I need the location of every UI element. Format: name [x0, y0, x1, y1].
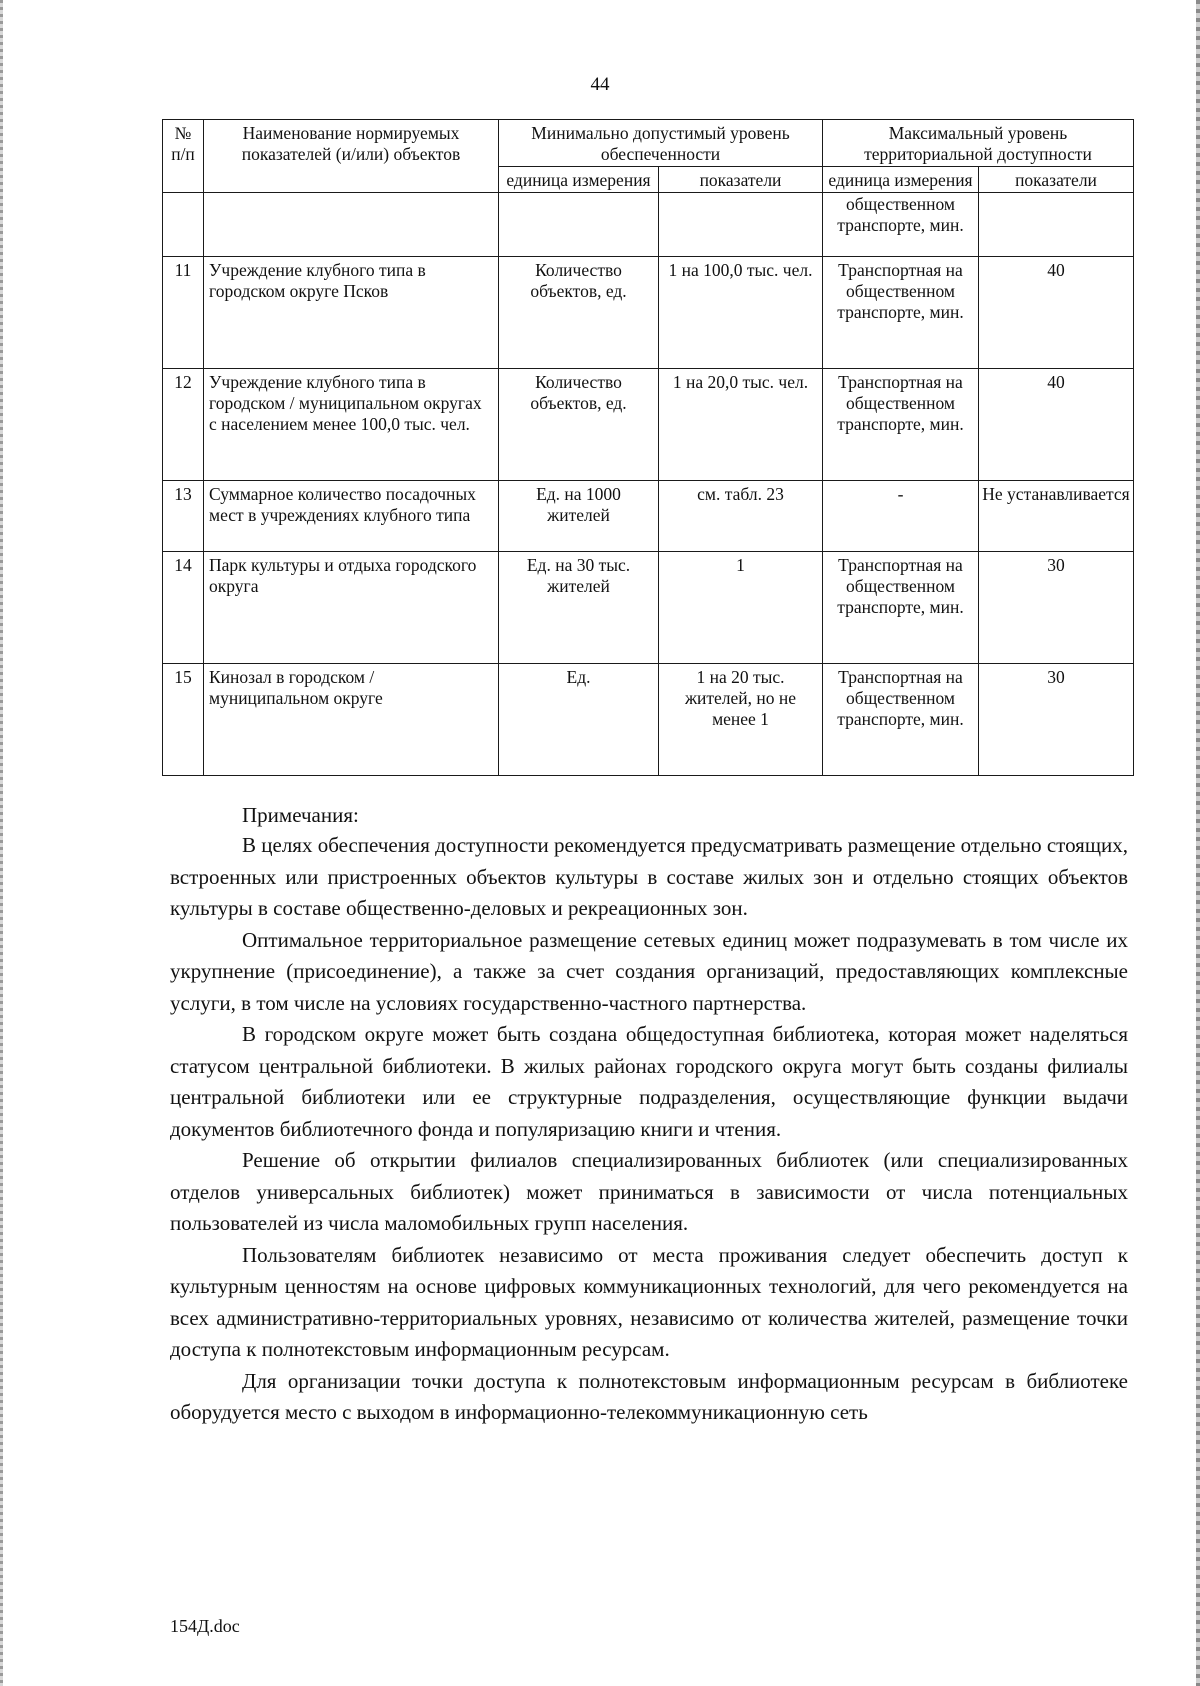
cell-max-unit: Транспортная на общественном транспорте, мин.	[823, 369, 979, 481]
norms-table	[162, 119, 1134, 776]
notes-paragraph: Оптимальное территориальное размещение сетевых единиц может подразумевать в том числе их укрупнение (присоединение), а также за счет создания организаций, предоставляющих комплексные услуги, в том числе на условиях государственно-частного партнерства.	[170, 927, 1128, 1015]
cell-num: 14	[163, 552, 204, 664]
cell-min-unit: Количество объектов, ед.	[499, 369, 659, 481]
cell-min-value: см. табл. 23	[659, 481, 823, 552]
table-row	[163, 369, 1134, 481]
header-min-group: Минимально допустимый уровень обеспеченности	[499, 120, 823, 167]
cell-max-unit: Транспортная на общественном транспорте, мин.	[823, 664, 979, 776]
notes-title: Примечания:	[242, 803, 359, 827]
cell-max-value: 30	[979, 552, 1134, 664]
cell-max-unit: -	[823, 481, 979, 552]
scan-edge-right	[1196, 0, 1200, 1686]
header-min-indicators: показатели	[659, 167, 823, 193]
table-row	[163, 664, 1134, 776]
cell-min-unit: Ед. на 30 тыс. жителей	[499, 552, 659, 664]
cell-min-value: 1	[659, 552, 823, 664]
notes-paragraph: Для организации точки доступа к полнотекстовым информационным ресурсам в библиотеке оборудуется место с выходом в информационно-телекоммуникационную сеть	[170, 1368, 1128, 1424]
cell-min-unit: Количество объектов, ед.	[499, 257, 659, 369]
cell-num: 11	[163, 257, 204, 369]
cell-name: Парк культуры и отдыха городского округа	[204, 552, 499, 664]
table-row	[163, 481, 1134, 552]
notes-paragraph: Пользователям библиотек независимо от места проживания следует обеспечить доступ к культурным ценностям на основе цифровых коммуникационных технологий, для чего рекомендуется на всех административно-территориальных уровнях, независимо от количества жителей, размещение точки доступа к полнотекстовым информационным ресурсам.	[170, 1242, 1128, 1361]
cell-num: 12	[163, 369, 204, 481]
cell-max-unit: общественном транспорте, мин.	[823, 193, 979, 257]
cell-max-value: Не устанавливается	[979, 481, 1134, 552]
table-row	[163, 257, 1134, 369]
cell-max-value: 40	[979, 257, 1134, 369]
cell-min-unit: Ед.	[499, 664, 659, 776]
header-num: № п/п	[163, 120, 204, 193]
cell-name: Учреждение клубного типа в городском округе Псков	[204, 257, 499, 369]
header-max-unit: единица измерения	[823, 167, 979, 193]
table-row	[163, 552, 1134, 664]
cell-name: Суммарное количество посадочных мест в учреждениях клубного типа	[204, 481, 499, 552]
cell-min-value	[659, 193, 823, 257]
notes-paragraph: В городском округе может быть создана общедоступная библиотека, которая может наделяться статусом центральной библиотеки. В жилых районах городского округа могут быть созданы филиалы центральной библиотеки или ее структурные подразделения, осуществляющие функции выдачи документов библиотечного фонда и популяризацию книги и чтения.	[170, 1022, 1128, 1141]
cell-min-unit: Ед. на 1000 жителей	[499, 481, 659, 552]
cell-min-unit	[499, 193, 659, 257]
table-row-continuation	[163, 193, 1134, 257]
header-name: Наименование нормируемых показателей (и/или) объектов	[204, 120, 499, 193]
cell-name: Кинозал в городском / муниципальном округе	[204, 664, 499, 776]
page-number: 44	[590, 74, 610, 95]
cell-num: 15	[163, 664, 204, 776]
cell-num	[163, 193, 204, 257]
notes-paragraph: В целях обеспечения доступности рекомендуется предусматривать размещение отдельно стоящих, встроенных или пристроенных объектов культуры в составе жилых зон и отдельно стоящих объектов культуры в составе общественно-деловых и рекреационных зон.	[170, 833, 1128, 920]
cell-min-value: 1 на 100,0 тыс. чел.	[659, 257, 823, 369]
notes-section	[170, 800, 1128, 1429]
header-min-unit: единица измерения	[499, 167, 659, 193]
cell-num: 13	[163, 481, 204, 552]
header-max-indicators: показатели	[979, 167, 1134, 193]
header-max-group: Максимальный уровень территориальной доступности	[823, 120, 1134, 167]
cell-max-value: 30	[979, 664, 1134, 776]
cell-max-value: 40	[979, 369, 1134, 481]
cell-min-value: 1 на 20 тыс. жителей, но не менее 1	[659, 664, 823, 776]
footer-filename: 154Д.doc	[170, 1616, 240, 1636]
cell-min-value: 1 на 20,0 тыс. чел.	[659, 369, 823, 481]
cell-max-unit: Транспортная на общественном транспорте, мин.	[823, 257, 979, 369]
scan-edge-left	[0, 0, 3, 1686]
notes-paragraph: Решение об открытии филиалов специализированных библиотек (или специализированных отделов универсальных библиотек) может приниматься в зависимости от числа потенциальных пользователей из числа маломобильных групп населения.	[170, 1148, 1128, 1235]
cell-name: Учреждение клубного типа в городском / муниципальном округах с населением менее 100,0 тыс. чел.	[204, 369, 499, 481]
cell-max-value	[979, 193, 1134, 257]
cell-max-unit: Транспортная на общественном транспорте, мин.	[823, 552, 979, 664]
table-header-row	[163, 120, 1134, 167]
cell-name	[204, 193, 499, 257]
